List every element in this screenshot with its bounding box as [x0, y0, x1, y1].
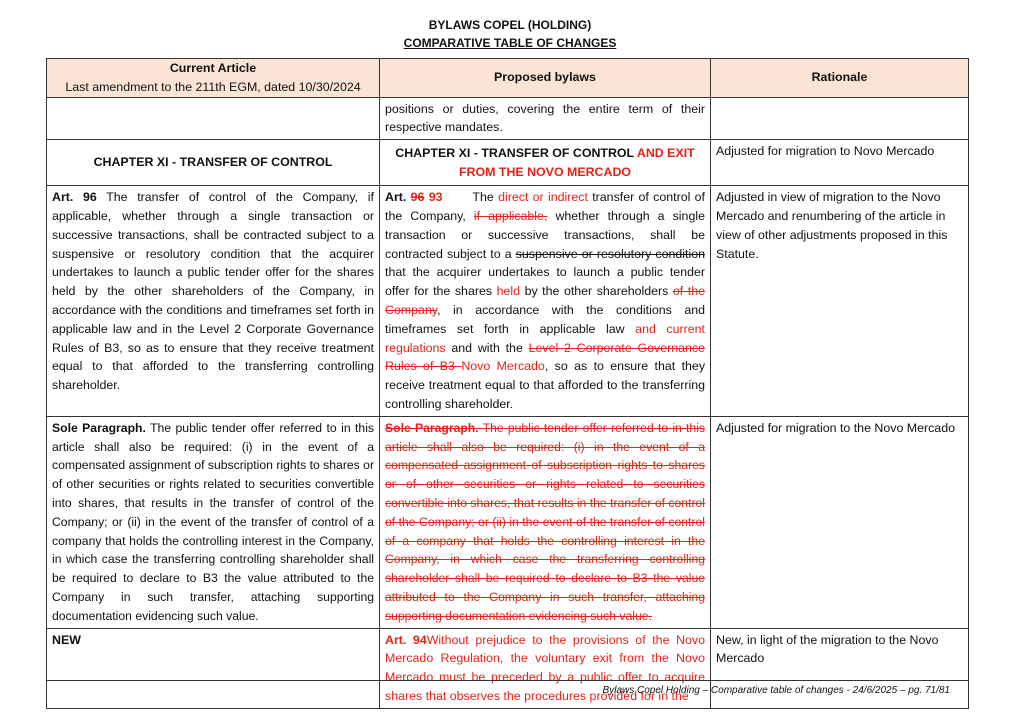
text-added: held — [496, 284, 521, 299]
table-row — [47, 186, 969, 417]
article-text: The transfer of control of the Company, if applicable, whether through a single transaction or successive transactions, shall be contracted subject to a suspensive or resolutory condition that the acquirer undertakes to launch a public tender offer for the shares held by the other shareholders of the Company, in accordance with the conditions and timeframes set forth in applicable law and in the Level 2 Corporate Governance Rules of B3, so as to ensure that they receive treatment equal to that afforded to the transferring controlling shareholder. — [52, 190, 374, 393]
text-unchanged: by the other shareholders — [520, 284, 673, 299]
table-header-row — [47, 59, 969, 98]
cell-current — [47, 416, 380, 628]
cell-rationale: Adjusted for migration to the Novo Mercado — [711, 416, 969, 628]
page-footer: Bylaws Copel Holding – Comparative table of changes - 24/6/2025 – pg. 71/81 — [602, 685, 950, 696]
text-added: direct or indirect — [498, 190, 588, 205]
paragraph-label-removed: Sole Paragraph. — [385, 420, 479, 435]
document-subtitle: COMPARATIVE TABLE OF CHANGES — [403, 36, 617, 50]
text-unchanged: transfer of control of the Company, — [385, 190, 705, 223]
col-header-current-title: Current Article — [169, 61, 257, 75]
col-header-rationale: Rationale — [711, 59, 969, 98]
text-added: Novo Mercado — [461, 359, 545, 374]
cell-proposed — [380, 628, 711, 708]
cell-rationale: New, in light of the migration to the Novo Mercado — [711, 628, 969, 708]
cell-current — [47, 97, 380, 140]
text-removed: suspensive or resolutory condition — [515, 246, 705, 261]
table-row — [47, 97, 969, 140]
table-row — [47, 140, 969, 186]
paragraph-label: Sole Paragraph. — [52, 420, 146, 435]
text-removed: if applicable, — [473, 208, 548, 223]
cell-rationale: Adjusted in view of migration to the Novo Mercado and renumbering of the article in view of other adjustments proposed in this Statute. — [711, 186, 969, 417]
cell-rationale — [711, 97, 969, 140]
text-unchanged: whether through a single transaction or successive transactions, shall be contracted subject to a — [385, 208, 705, 261]
cell-current — [47, 628, 380, 708]
paragraph-text: The public tender offer referred to in this article shall also be required: (i) in the event of a compensated assignment of subscription rights to shares or of other securities or rights related to securities convertible into shares, that results in the transfer of control of the Company; or (ii) in the event of the transfer of control of a company that holds the controlling interest in the Company, in which case the transferring controlling shareholder shall be required to declare to B3 the value attributed to the Company in such transfer, attaching supporting documentation evidencing such value. — [52, 420, 375, 623]
cell-proposed: positions or duties, covering the entire term of their respective mandates. — [380, 97, 711, 140]
text-removed: of the Company — [385, 284, 705, 317]
text-added: AND EXIT FROM THE NOVO MERCADO — [458, 145, 695, 179]
cell-rationale: Adjusted for migration to Novo Mercado — [711, 140, 969, 186]
text-unchanged: , so as to ensure that they receive treatment equal to that afforded to the transferring controlling shareholder. — [385, 359, 706, 411]
text-unchanged: that the acquirer undertakes to launch a public tender offer for the shares — [385, 265, 705, 299]
new-marker: NEW — [52, 632, 81, 647]
document-title: BYLAWS COPEL (HOLDING) — [428, 18, 592, 32]
text-unchanged: CHAPTER XI - TRANSFER OF CONTROL — [395, 145, 637, 160]
cell-current — [47, 186, 380, 417]
col-header-current-subtitle: Last amendment to the 211th EGM, dated 10/30/2024 — [65, 79, 361, 94]
table-row — [47, 628, 969, 708]
article-number-added: 93 — [424, 190, 443, 205]
article-text-added: Without prejudice to the provisions of the Novo Mercado Regulation, the voluntary exit from the Novo Mercado must be preceded by a public offer to acquire shares that observes the procedures provided for in the — [385, 632, 705, 703]
text-unchanged: and with the — [445, 340, 529, 355]
text-unchanged: , in accordance with the conditions and timeframes set forth in applicable law — [385, 302, 705, 336]
article-label: Art. — [385, 190, 411, 205]
text-removed: Level 2 Corporate Governance Rules of B3 — [385, 340, 705, 374]
col-header-current — [47, 59, 380, 98]
article-label-added: Art. 94 — [385, 632, 427, 647]
footer-divider — [46, 680, 968, 681]
text-unchanged: The — [442, 190, 499, 205]
article-label: Art. 96 — [52, 190, 97, 205]
article-number-removed: 96 — [410, 190, 425, 205]
table-row — [47, 416, 969, 628]
cell-proposed — [380, 140, 711, 186]
cell-proposed — [380, 416, 711, 628]
cell-current: CHAPTER XI - TRANSFER OF CONTROL — [47, 140, 380, 186]
cell-proposed — [380, 186, 711, 417]
comparative-table — [46, 58, 969, 709]
paragraph-text-removed: The public tender offer referred to in this article shall also be required: (i) in the event of a compensated assignment of subscription rights to shares or of other securities or rights related to securities convertible into shares, that results in the transfer of control of the Company; or (ii) in the event of the transfer of control of a company that holds the controlling interest in the Company, in which case the transferring controlling shareholder shall be required to declare to B3 the value attributed to the Company in such transfer, attaching supporting documentation evidencing such value. — [385, 420, 705, 623]
col-header-proposed: Proposed bylaws — [380, 59, 711, 98]
text-added: and current regulations — [385, 321, 705, 355]
